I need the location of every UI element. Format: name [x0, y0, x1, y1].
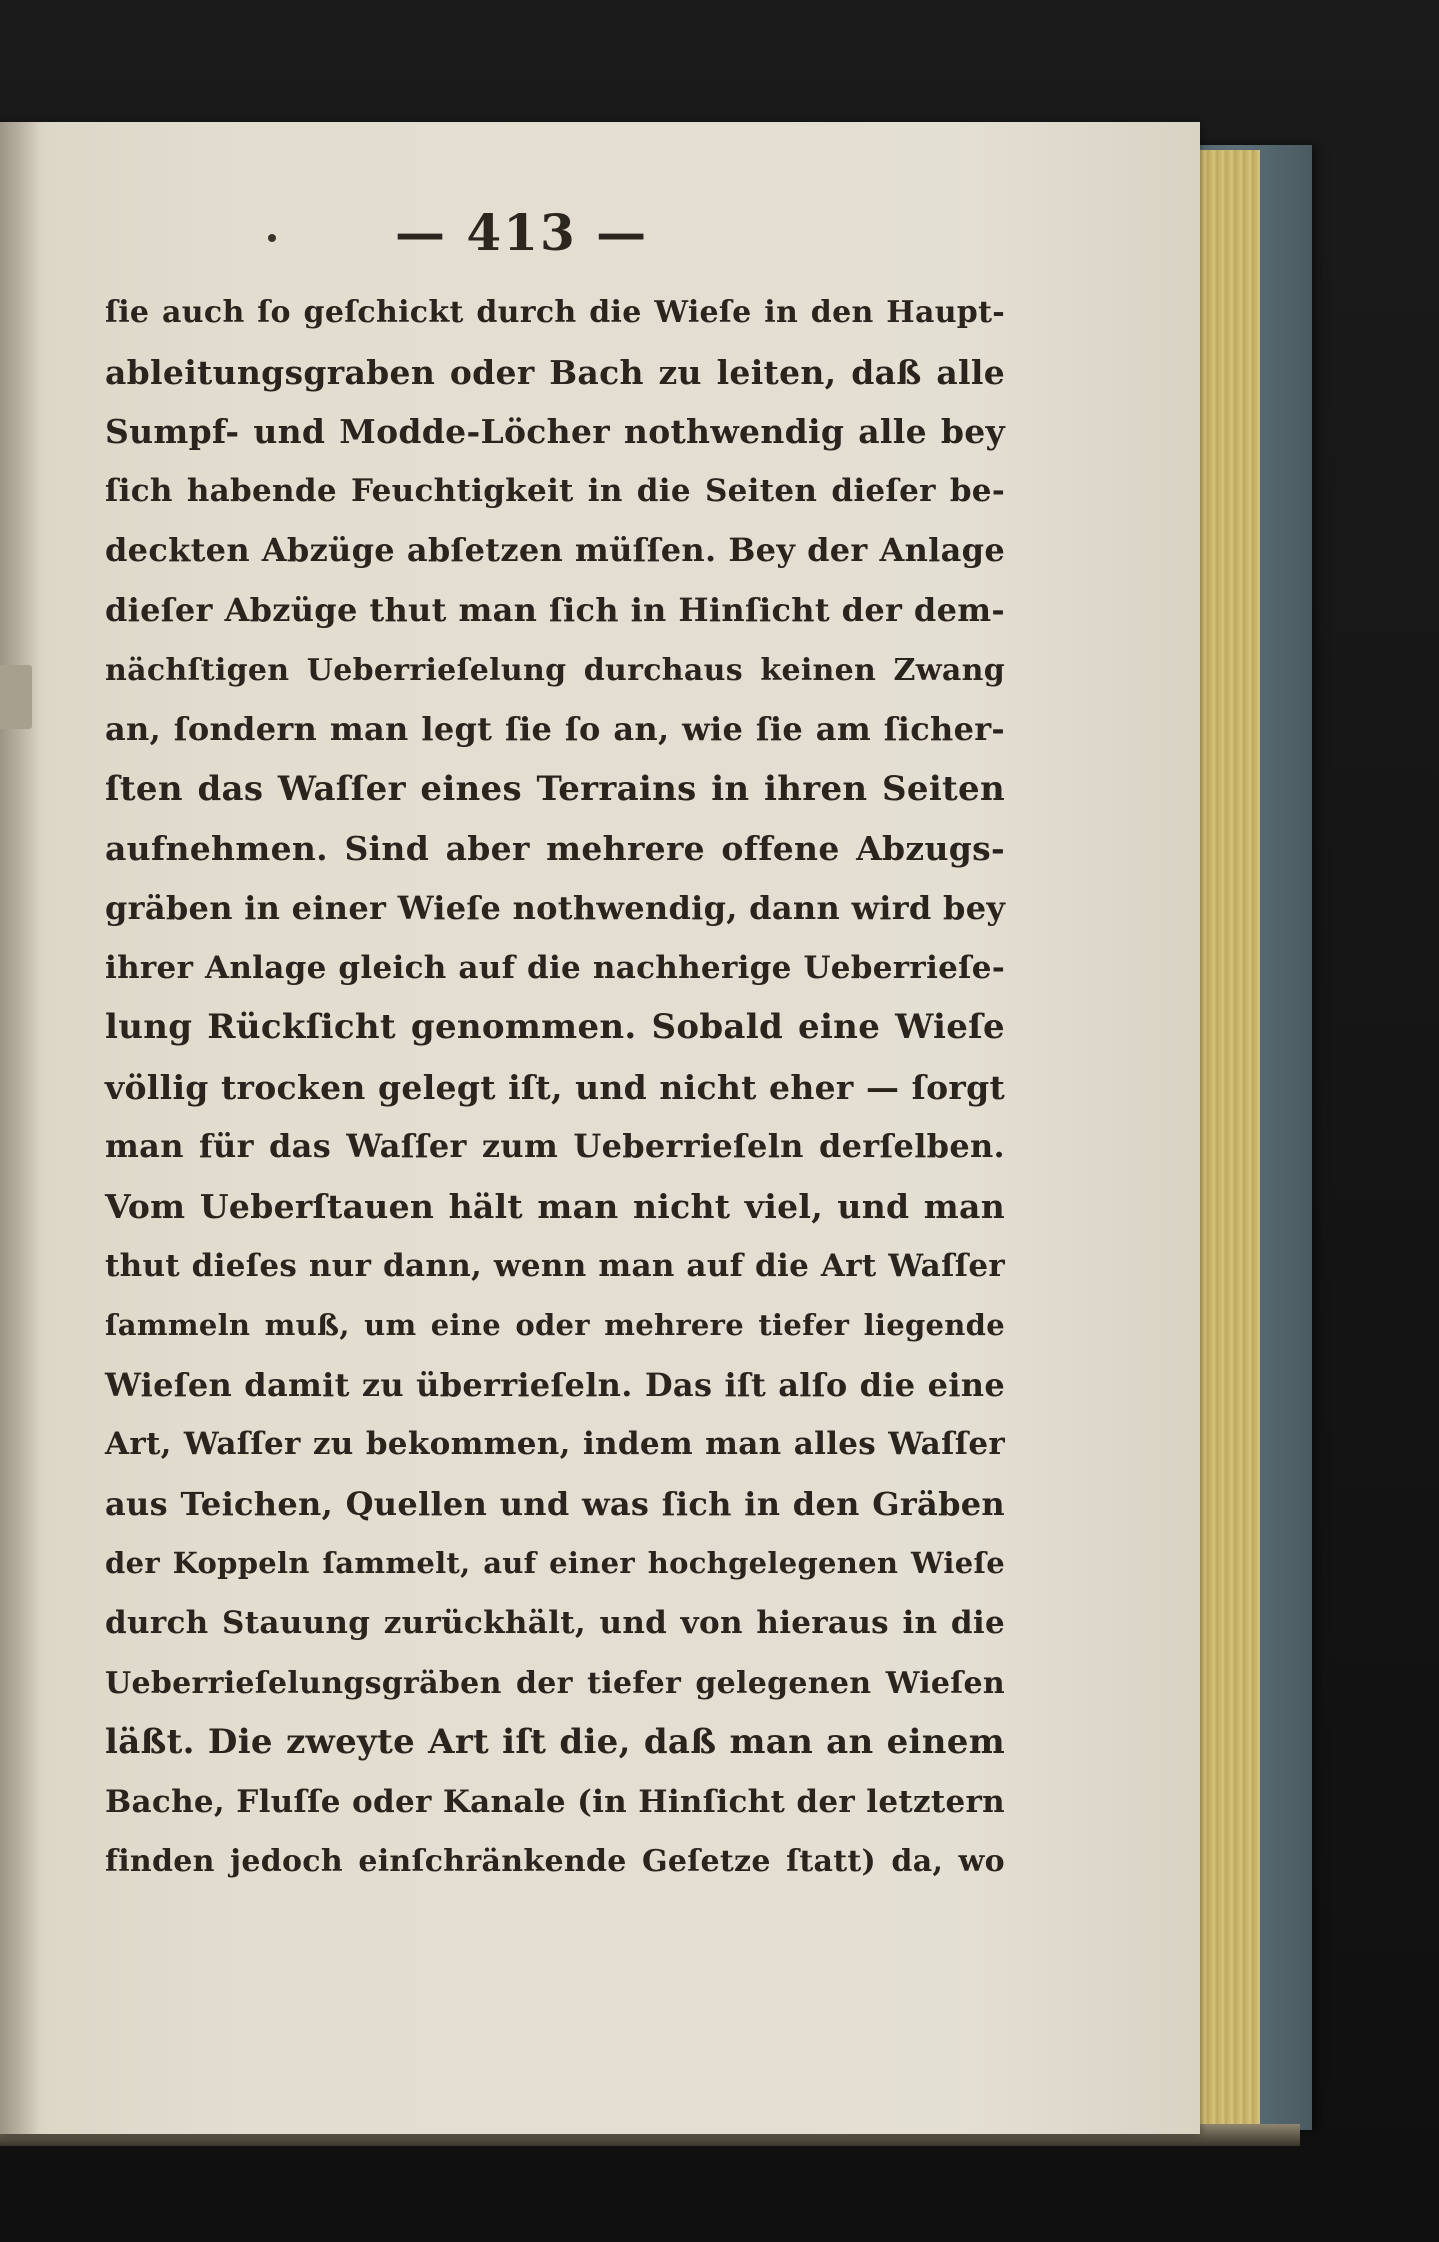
- text-line: ſich habende Feuchtigkeit in die Seiten dieſer be-: [105, 472, 1005, 509]
- spine-shadow: [0, 122, 40, 2134]
- text-line: ihrer Anlage gleich auf die nachherige Ueberrieſe-: [105, 949, 1005, 986]
- text-line: Bache, Fluſſe oder Kanale (in Hinſicht der letztern: [105, 1783, 1005, 1820]
- text-line: nächſtigen Ueberrieſelung durchaus keinen Zwang: [105, 652, 1005, 688]
- text-line: durch Stauung zurückhält, und von hieraus in die: [105, 1605, 1005, 1642]
- text-line: man für das Waſſer zum Ueberrieſeln derſelben.: [105, 1127, 1005, 1166]
- text-line: aus Teichen, Quellen und was ſich in den Gräben: [105, 1484, 1005, 1523]
- text-line: völlig trocken gelegt iſt, und nicht eher — ſorgt: [105, 1067, 1005, 1107]
- page-number: — 413 —: [395, 203, 649, 262]
- bookmark-tab: [0, 665, 32, 729]
- text-line: ſie auch ſo geſchickt durch die Wieſe in den Haupt-: [105, 295, 1005, 330]
- body-text: [105, 283, 1005, 1892]
- text-line: ableitungsgraben oder Bach zu leiten, daß alle: [105, 352, 1005, 392]
- text-line: an, ſondern man legt ſie ſo an, wie ſie am ſicher-: [105, 710, 1005, 749]
- page-header: [0, 198, 1200, 268]
- text-line: finden jedoch einſchränkende Geſetze ſtatt) da, wo: [105, 1844, 1005, 1880]
- text-line: der Koppeln ſammelt, auf einer hochgelegenen Wieſe: [105, 1546, 1005, 1581]
- text-line: Sumpf- und Modde-Löcher nothwendig alle bey: [105, 412, 1005, 452]
- text-line: Vom Ueberſtauen hält man nicht viel, und man: [105, 1186, 1005, 1226]
- text-line: lung Rückſicht genommen. Sobald eine Wieſe: [105, 1007, 1005, 1048]
- text-line: aufnehmen. Sind aber mehrere offene Abzugs-: [105, 829, 1005, 869]
- text-line: deckten Abzüge abſetzen müſſen. Bey der Anlage: [105, 531, 1005, 570]
- text-line: Ueberrieſelungsgräben der tiefer gelegenen Wieſen: [105, 1665, 1005, 1701]
- text-line: gräben in einer Wieſe nothwendig, dann wird bey: [105, 888, 1006, 927]
- text-line: Wieſen damit zu überrieſeln. Das iſt alſo die eine: [105, 1365, 1005, 1404]
- text-line: dieſer Abzüge thut man ſich in Hinſicht der dem-: [105, 590, 1005, 629]
- ink-dot: [268, 234, 276, 242]
- text-line: läßt. Die zweyte Art iſt die, daß man an einem: [105, 1722, 1005, 1763]
- text-line: ſammeln muß, um eine oder mehrere tiefer liegende: [105, 1308, 1005, 1343]
- text-line: ſten das Waſſer eines Terrains in ihren Seiten: [105, 768, 1005, 809]
- text-line: Art, Waſſer zu bekommen, indem man alles Waſſer: [105, 1426, 1005, 1463]
- text-line: thut dieſes nur dann, wenn man auf die Art Waſſer: [105, 1247, 1005, 1284]
